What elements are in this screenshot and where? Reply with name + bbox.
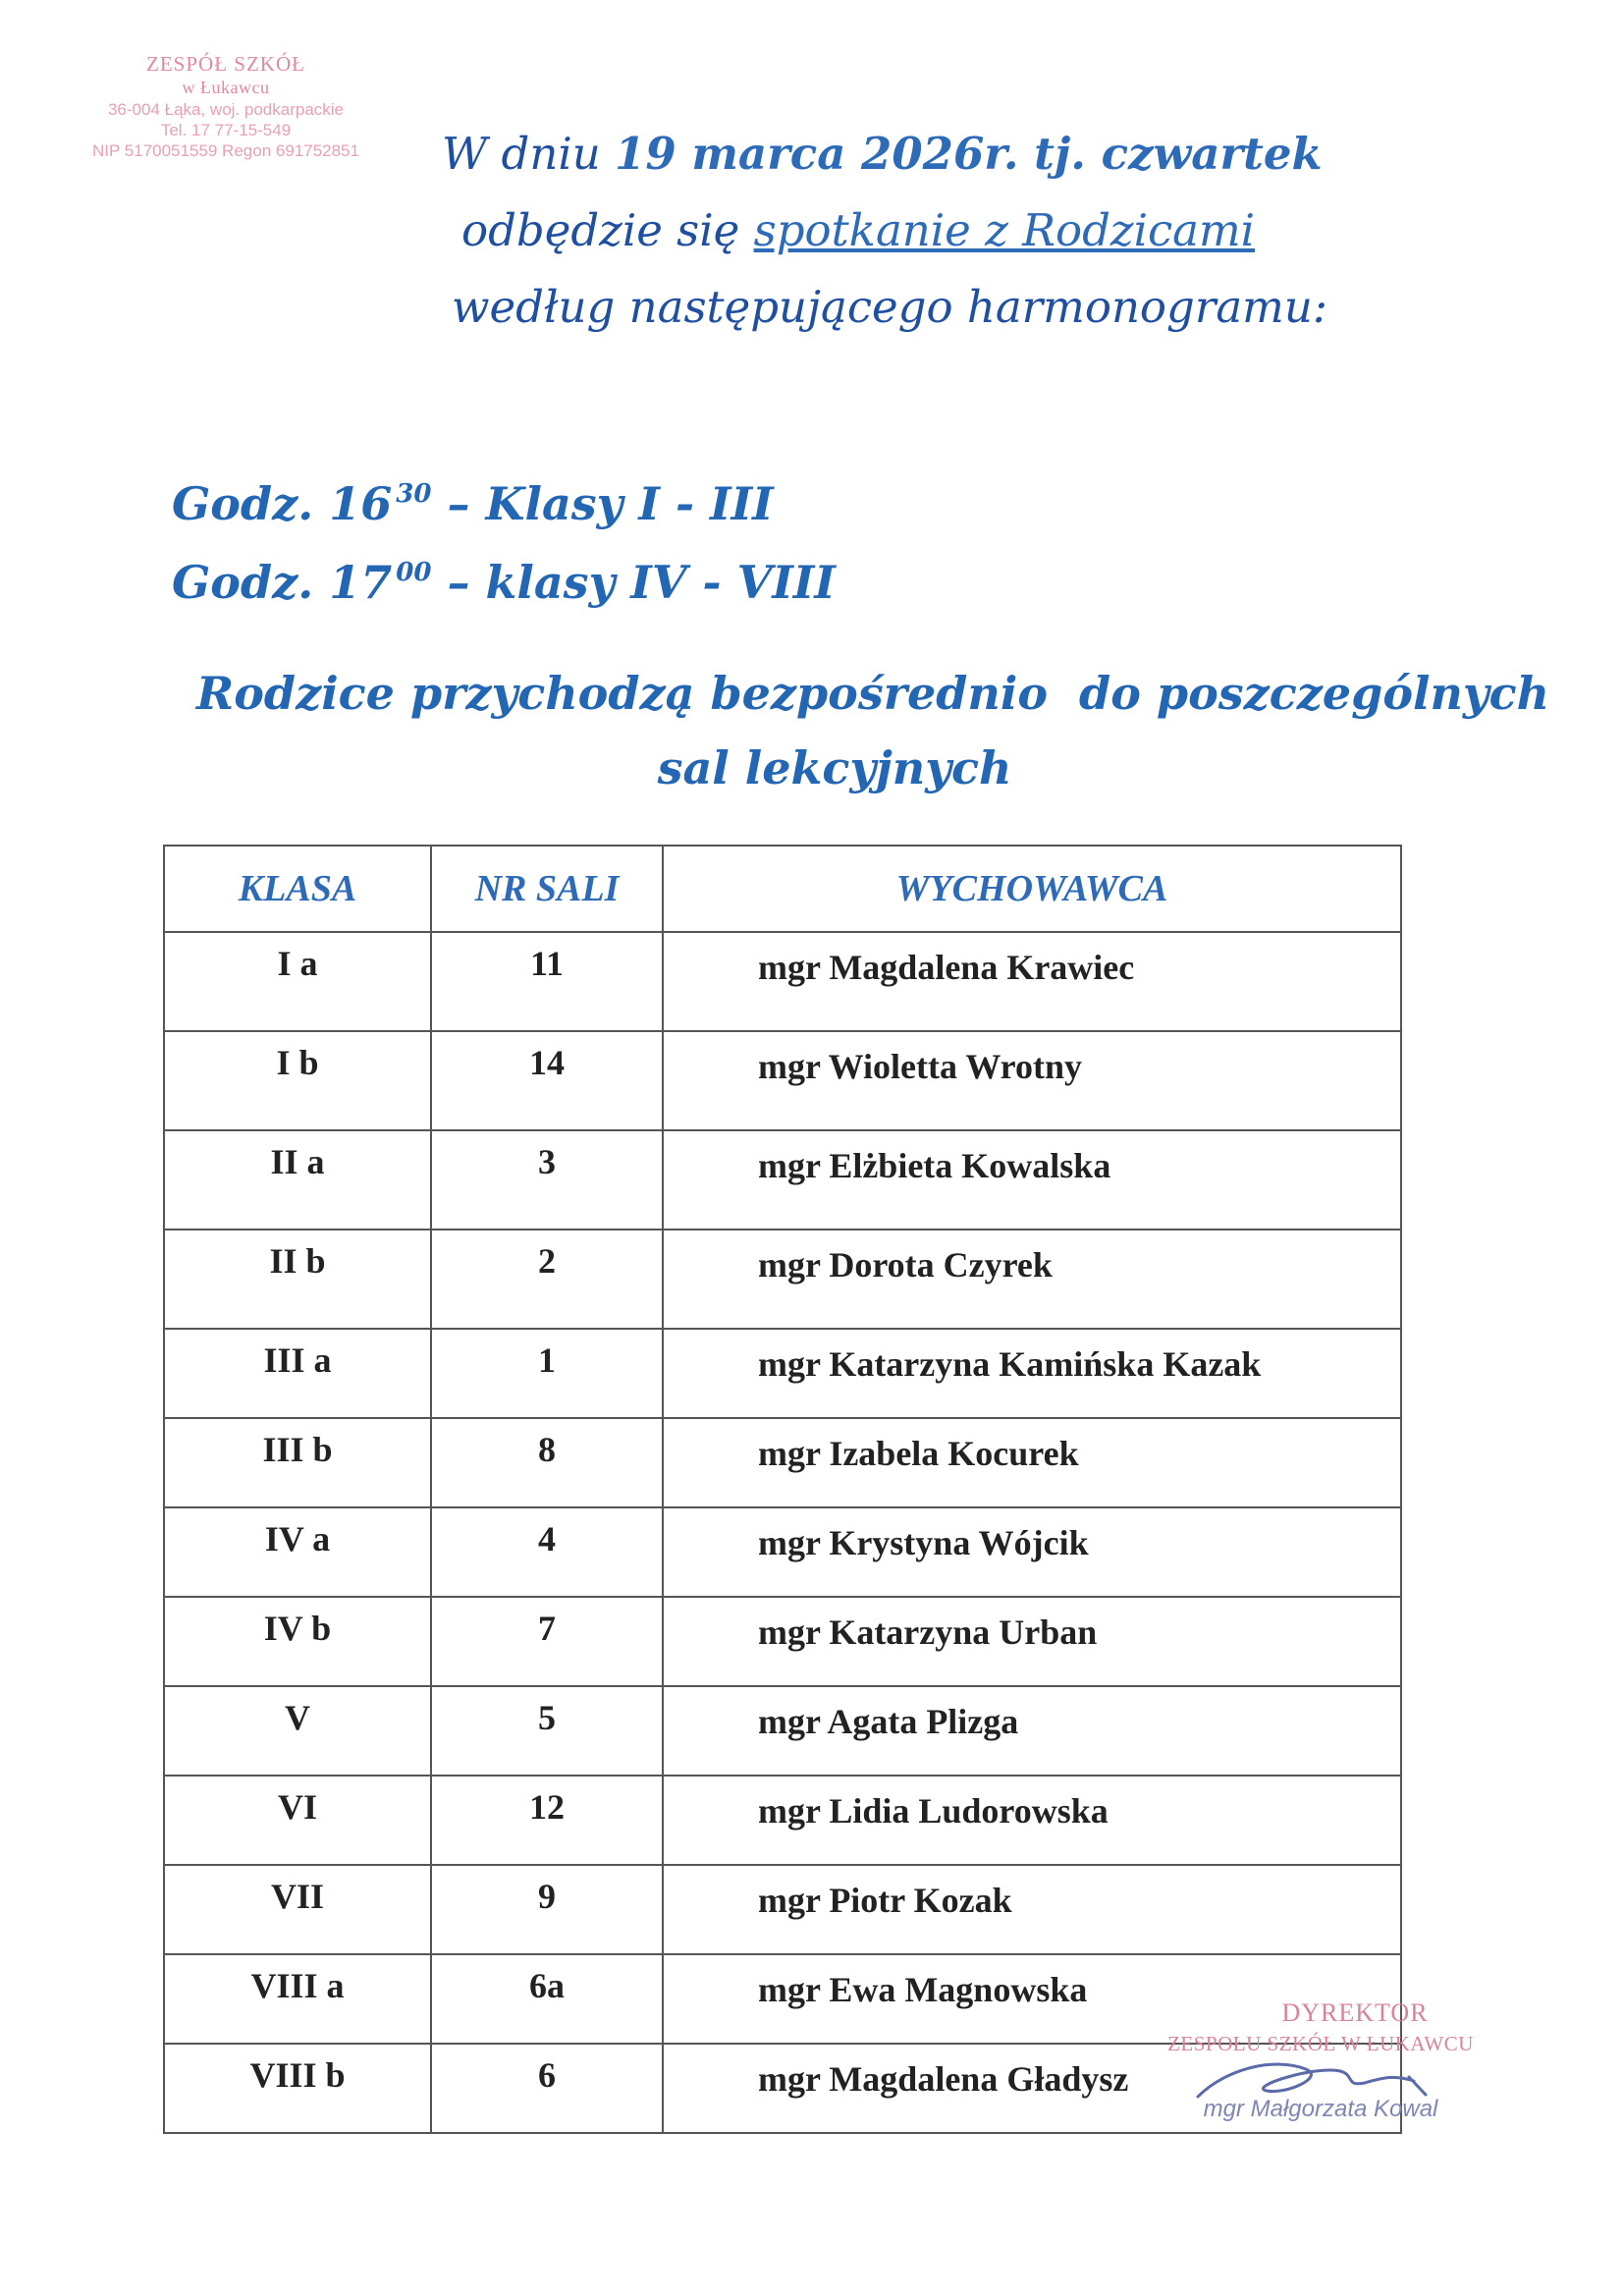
table-row [164, 1031, 1401, 1130]
stamp-address: 36-004 Łąka, woj. podkarpackie [107, 99, 345, 119]
cell-nr-sali: 3 [431, 1130, 663, 1230]
table-row [164, 1130, 1401, 1230]
cell-klasa: IV b [164, 1597, 431, 1686]
signature-org: ZESPOŁU SZKÓŁ W ŁUKAWCU [1167, 2032, 1474, 2055]
cell-nr-sali: 14 [431, 1031, 663, 1130]
director-signature [1129, 1998, 1512, 2123]
hour-1-classes: – Klasy I - III [447, 477, 774, 530]
table-row [164, 1686, 1401, 1776]
hour-1-minutes: 30 [396, 479, 432, 509]
cell-klasa: VIII b [164, 2044, 431, 2133]
cell-klasa: VIII a [164, 1954, 431, 2044]
cell-nr-sali: 1 [431, 1329, 663, 1418]
cell-wychowawca: mgr Magdalena Krawiec [663, 932, 1401, 1031]
cell-wychowawca: mgr Krystyna Wójcik [663, 1507, 1401, 1597]
table-row [164, 1597, 1401, 1686]
header-line-meeting [461, 192, 1306, 269]
stamp-phone: Tel. 17 77-15-549 [160, 121, 292, 139]
cell-nr-sali: 7 [431, 1597, 663, 1686]
cell-wychowawca: mgr Izabela Kocurek [663, 1418, 1401, 1507]
cell-klasa: I b [164, 1031, 431, 1130]
meeting-link[interactable]: spotkanie z Rodzicami [753, 204, 1256, 256]
cell-klasa: VII [164, 1865, 431, 1954]
hour-line-1 [172, 460, 836, 538]
hour-line-2 [172, 538, 836, 617]
cell-wychowawca: mgr Wioletta Wrotny [663, 1031, 1401, 1130]
table-row [164, 1329, 1401, 1418]
cell-klasa: II b [164, 1230, 431, 1329]
cell-klasa: V [164, 1686, 431, 1776]
cell-wychowawca: mgr Katarzyna Urban [663, 1597, 1401, 1686]
header-line2-prefix: odbędzie się [461, 204, 740, 256]
announcement-header [422, 116, 1327, 346]
cell-nr-sali: 4 [431, 1507, 663, 1597]
table-row [164, 932, 1401, 1031]
table-row [164, 1507, 1401, 1597]
table-row [164, 1230, 1401, 1329]
cell-wychowawca: mgr Elżbieta Kowalska [663, 1130, 1401, 1230]
hour-2-classes: – klasy IV - VIII [447, 556, 836, 609]
cell-klasa: II a [164, 1130, 431, 1230]
table-row [164, 1776, 1401, 1865]
stamp-school-name: ZESPÓŁ SZKÓŁ [146, 52, 305, 76]
cell-nr-sali: 12 [431, 1776, 663, 1865]
cell-klasa: VI [164, 1776, 431, 1865]
cell-nr-sali: 9 [431, 1865, 663, 1954]
cell-nr-sali: 2 [431, 1230, 663, 1329]
cell-nr-sali: 11 [431, 932, 663, 1031]
hour-1-label: Godz. 16 [172, 477, 393, 530]
class-schedule-table [163, 845, 1402, 2134]
meeting-hours [172, 460, 836, 617]
cell-klasa: I a [164, 932, 431, 1031]
cell-wychowawca: mgr Piotr Kozak [663, 1865, 1401, 1954]
hour-2-label: Godz. 17 [172, 556, 393, 609]
header-nr-sali: NR SALI [431, 846, 663, 932]
header-date: 19 marca 2026r. tj. czwartek [615, 128, 1323, 180]
note-line-2: sal lekcyjnych [657, 741, 1012, 794]
cell-wychowawca: mgr Dorota Czyrek [663, 1230, 1401, 1329]
table-row [164, 1418, 1401, 1507]
header-klasa: KLASA [164, 846, 431, 932]
cell-wychowawca: mgr Lidia Ludorowska [663, 1776, 1401, 1865]
header-line-date [442, 116, 1323, 192]
cell-nr-sali: 5 [431, 1686, 663, 1776]
cell-klasa: III a [164, 1329, 431, 1418]
handwritten-signature-icon [1168, 2048, 1463, 2116]
cell-wychowawca: mgr Katarzyna Kamińska Kazak [663, 1329, 1401, 1418]
table-header-row [164, 846, 1401, 932]
table-body [164, 932, 1401, 2133]
cell-wychowawca: mgr Magdalena Gładysz [663, 2044, 1401, 2133]
stamp-nip: NIP 5170051559 Regon 691752851 [92, 141, 359, 161]
school-stamp [49, 51, 403, 162]
cell-nr-sali: 6 [431, 2044, 663, 2133]
hour-2-minutes: 00 [396, 558, 432, 587]
cell-wychowawca: mgr Ewa Magnowska [663, 1954, 1401, 2044]
signature-title: DYREKTOR [1281, 1998, 1429, 2027]
cell-klasa: IV a [164, 1507, 431, 1597]
cell-nr-sali: 6a [431, 1954, 663, 2044]
cell-klasa: III b [164, 1418, 431, 1507]
signature-name: mgr Małgorzata Kowal [1203, 2096, 1438, 2122]
cell-nr-sali: 8 [431, 1418, 663, 1507]
header-prefix: W dniu [442, 128, 601, 180]
table-row [164, 1865, 1401, 1954]
stamp-town: w Łukawcu [182, 78, 270, 98]
cell-wychowawca: mgr Agata Plizga [663, 1686, 1401, 1776]
note-line-1: Rodzice przychodzą bezpośrednio do poszczególnych [196, 667, 1550, 720]
parents-note [196, 656, 1550, 805]
header-wychowawca: WYCHOWAWCA [663, 846, 1401, 932]
header-line-schedule: według następującego harmonogramu: [452, 281, 1327, 333]
